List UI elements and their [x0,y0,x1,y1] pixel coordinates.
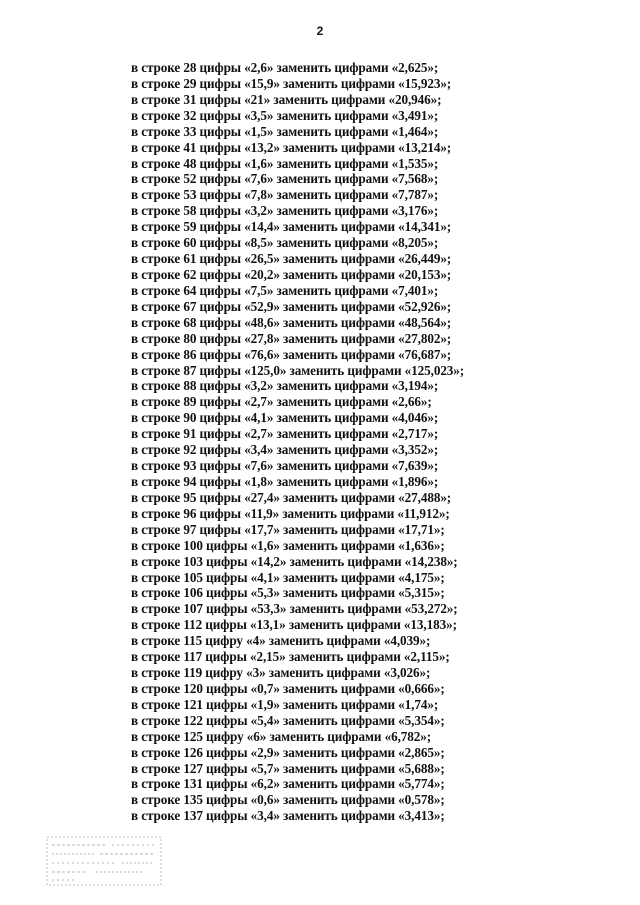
amendment-line: в строке 97 цифры «17,7» заменить цифрами «17,71»; [131,521,445,537]
amendment-line: в строке 125 цифру «6» заменить цифрами «6,782»; [131,728,432,744]
amendment-line: в строке 127 цифры «5,7» заменить цифрами «5,688»; [131,760,445,776]
amendment-line: в строке 48 цифры «1,6» заменить цифрами «1,535»; [131,155,439,171]
amendment-line: в строке 29 цифры «15,9» заменить цифрами «15,923»; [131,75,452,91]
amendment-line: в строке 137 цифры «3,4» заменить цифрами «3,413»; [131,808,445,824]
amendment-line: в строке 90 цифры «4,1» заменить цифрами «4,046»; [131,410,439,426]
amendment-line: в строке 92 цифры «3,4» заменить цифрами «3,352»; [131,442,439,458]
amendment-line: в строке 115 цифру «4» заменить цифрами «4,039»; [131,633,431,649]
amendment-line: в строке 89 цифры «2,7» заменить цифрами «2,66»; [131,394,432,410]
amendment-line: в строке 28 цифры «2,6» заменить цифрами «2,625»; [131,60,439,75]
amendment-line: в строке 33 цифры «1,5» заменить цифрами «1,464»; [131,123,439,139]
amendment-line: в строке 52 цифры «7,6» заменить цифрами «7,568»; [131,171,439,187]
amendment-line: в строке 117 цифры «2,15» заменить цифрами «2,115»; [131,649,450,665]
amendment-line: в строке 119 цифру «3» заменить цифрами «3,026»; [131,665,431,681]
amendment-line: в строке 60 цифры «8,5» заменить цифрами «8,205»; [131,235,439,251]
amendment-line: в строке 80 цифры «27,8» заменить цифрами «27,802»; [131,330,452,346]
amendment-line: в строке 95 цифры «27,4» заменить цифрами «27,488»; [131,489,452,505]
amendment-line: в строке 135 цифры «0,6» заменить цифрами «0,578»; [131,792,445,808]
amendment-line: в строке 31 цифры «21» заменить цифрами «20,946»; [131,91,442,107]
amendment-line: в строке 87 цифры «125,0» заменить цифрами «125,023»; [131,362,465,378]
amendment-line: в строке 107 цифры «53,3» заменить цифрами «53,272»; [131,601,458,617]
amendment-line: в строке 32 цифры «3,5» заменить цифрами «3,491»; [131,107,439,123]
amendment-line: в строке 93 цифры «7,6» заменить цифрами «7,639»; [131,458,439,474]
amendments-list [131,60,464,824]
amendment-line: в строке 58 цифры «3,2» заменить цифрами «3,176»; [131,203,439,219]
amendment-line: в строке 68 цифры «48,6» заменить цифрами «48,564»; [131,314,452,330]
page-number: 2 [316,24,324,38]
amendment-line: в строке 62 цифры «20,2» заменить цифрами «20,153»; [131,266,452,282]
amendment-line: в строке 91 цифры «2,7» заменить цифрами «2,717»; [131,426,439,442]
amendment-line: в строке 64 цифры «7,5» заменить цифрами «7,401»; [131,282,439,298]
amendment-line: в строке 67 цифры «52,9» заменить цифрами «52,926»; [131,298,452,314]
registration-stamp [46,836,162,886]
amendment-line: в строке 100 цифры «1,6» заменить цифрами «1,636»; [131,537,445,553]
amendment-line: в строке 120 цифры «0,7» заменить цифрами «0,666»; [131,680,445,696]
amendment-line: в строке 121 цифры «1,9» заменить цифрами «1,74»; [131,696,439,712]
amendment-line: в строке 103 цифры «14,2» заменить цифрами «14,238»; [131,553,458,569]
amendment-line: в строке 59 цифры «14,4» заменить цифрами «14,341»; [131,219,452,235]
amendment-line: в строке 96 цифры «11,9» заменить цифрами «11,912»; [131,505,450,521]
amendment-line: в строке 112 цифры «13,1» заменить цифрами «13,183»; [131,617,457,633]
amendment-line: в строке 94 цифры «1,8» заменить цифрами «1,896»; [131,473,439,489]
amendment-line: в строке 41 цифры «13,2» заменить цифрами «13,214»; [131,139,452,155]
amendment-line: в строке 122 цифры «5,4» заменить цифрами «5,354»; [131,712,445,728]
amendment-line: в строке 126 цифры «2,9» заменить цифрами «2,865»; [131,744,445,760]
amendment-line: в строке 61 цифры «26,5» заменить цифрами «26,449»; [131,251,452,267]
amendment-line: в строке 105 цифры «4,1» заменить цифрами «4,175»; [131,569,445,585]
amendment-line: в строке 106 цифры «5,3» заменить цифрами «5,315»; [131,585,445,601]
amendment-line: в строке 53 цифры «7,8» заменить цифрами «7,787»; [131,187,439,203]
amendment-line: в строке 131 цифры «6,2» заменить цифрами «5,774»; [131,776,445,792]
amendment-line: в строке 88 цифры «3,2» заменить цифрами «3,194»; [131,378,439,394]
amendment-line: в строке 86 цифры «76,6» заменить цифрами «76,687»; [131,346,452,362]
